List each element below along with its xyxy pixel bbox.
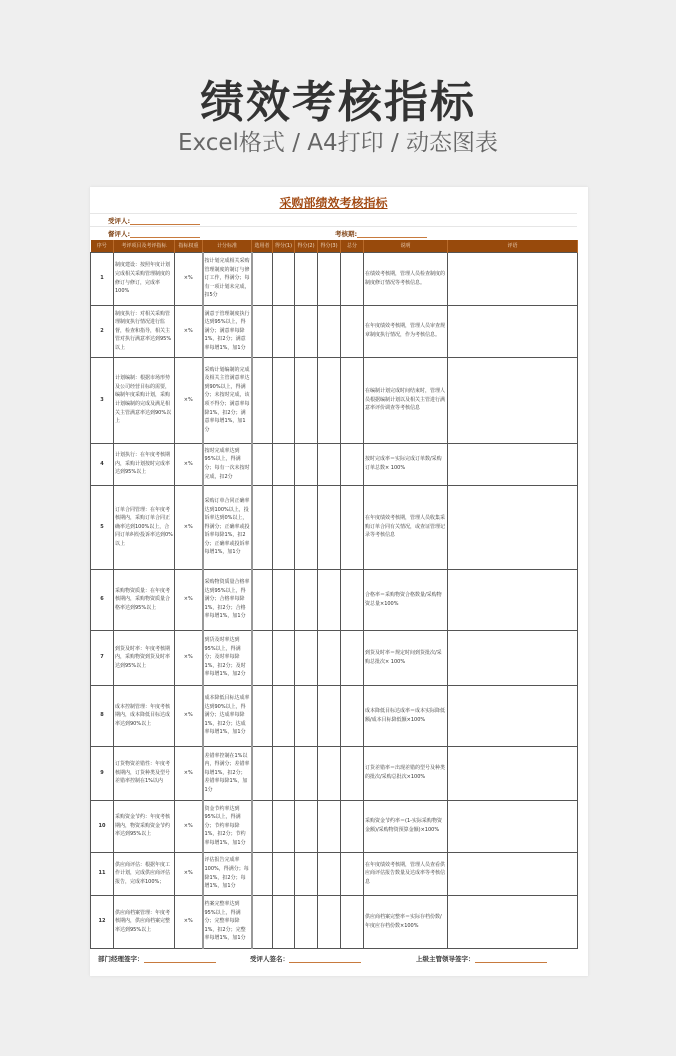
score-3-cell[interactable]	[318, 895, 341, 948]
note-cell: 成本降低目标达成率＝成本实际降低额/成本目标降低额×100%	[364, 685, 448, 746]
selector-cell[interactable]	[252, 630, 273, 685]
total-score-cell[interactable]	[341, 630, 364, 685]
divider	[90, 213, 577, 214]
scoring-standard: 采购计划编制的完成及相关主管满意率达到90%以上，得满分；未按时完成，该项不得分；满意率每降1%，扣2分；满意率每增1%，加1分	[203, 357, 252, 443]
score-1-cell[interactable]	[273, 569, 295, 630]
score-3-cell[interactable]	[318, 746, 341, 800]
kpi-item: 成本控制管理：年度考核期内，成本降低目标达成率达到90%以上	[114, 685, 175, 746]
weight-cell: ×%	[175, 630, 203, 685]
scoring-standard: 按时完成率达到95%以上，得满分；每有一次未按时完成，扣2分	[203, 443, 252, 485]
selector-cell[interactable]	[252, 443, 273, 485]
kpi-item: 供应商评估：根据年度工作计划，完成供应商评估报告，完成率100%；	[114, 852, 175, 895]
superior-signature[interactable]	[416, 954, 547, 963]
note-cell: 在年度绩效考核期，管理人员收集采购订单合同有关情况，或查证管理记录等考核信息	[364, 485, 448, 569]
table-row	[91, 443, 578, 485]
row-number: 8	[91, 685, 114, 746]
score-2-cell[interactable]	[295, 895, 318, 948]
score-3-cell[interactable]	[318, 800, 341, 852]
table-row	[91, 357, 578, 443]
note-cell: 到货及时率＝规定时间到货批次/采购总批次× 100%	[364, 630, 448, 685]
evaluator-label: 督评人:	[108, 230, 131, 238]
total-score-cell[interactable]	[341, 443, 364, 485]
kpi-item: 供应商档案管理：年度考核期内，供应商档案完整率达到95%以上	[114, 895, 175, 948]
total-score-cell[interactable]	[341, 357, 364, 443]
total-score-cell[interactable]	[341, 895, 364, 948]
total-score-cell[interactable]	[341, 852, 364, 895]
comment-cell[interactable]	[448, 630, 578, 685]
note-cell: 在年度绩效考核期，管理人员审查规章制度执行情况，作为考核信息。	[364, 305, 448, 357]
score-2-cell[interactable]	[295, 569, 318, 630]
column-header: 指标权重	[175, 240, 203, 252]
poster-title: 绩效考核指标	[200, 77, 476, 128]
score-1-cell[interactable]	[273, 685, 295, 746]
score-2-cell[interactable]	[295, 443, 318, 485]
kpi-item: 到货及时率：年度考核期内，采购物资到货及时率达到95%以上	[114, 630, 175, 685]
spreadsheet-document	[90, 187, 588, 976]
table-row	[91, 852, 578, 895]
evaluator-field[interactable]	[108, 229, 200, 238]
divider	[90, 226, 577, 227]
row-number: 11	[91, 852, 114, 895]
weight-cell: ×%	[175, 746, 203, 800]
weight-cell: ×%	[175, 252, 203, 305]
selector-cell[interactable]	[252, 252, 273, 305]
weight-cell: ×%	[175, 800, 203, 852]
score-2-cell[interactable]	[295, 357, 318, 443]
weight-cell: ×%	[175, 895, 203, 948]
score-3-cell[interactable]	[318, 630, 341, 685]
total-score-cell[interactable]	[341, 305, 364, 357]
score-3-cell[interactable]	[318, 685, 341, 746]
kpi-table	[90, 240, 578, 949]
note-cell: 订货差错率＝出现差错的型号及种类的批次/采购总批次×100%	[364, 746, 448, 800]
table-row	[91, 685, 578, 746]
table-row	[91, 485, 578, 569]
scoring-standard: 成本降低目标达成率达到90%以上，得满分；达成率每降1%，扣2分；达成率每增1%，加1分	[203, 685, 252, 746]
table-row	[91, 305, 578, 357]
total-score-cell[interactable]	[341, 252, 364, 305]
table-header	[91, 240, 578, 252]
kpi-item: 制度执行：对相关采购管理制度执行情况进行监督，检查和指导，相关主管对执行满意率达到95%以上	[114, 305, 175, 357]
score-3-cell[interactable]	[318, 305, 341, 357]
superior-sign-label: 上级主管领导签字：	[416, 955, 475, 963]
score-1-cell[interactable]	[273, 800, 295, 852]
score-2-cell[interactable]	[295, 800, 318, 852]
row-number: 10	[91, 800, 114, 852]
selector-cell[interactable]	[252, 485, 273, 569]
row-number: 9	[91, 746, 114, 800]
selector-cell[interactable]	[252, 746, 273, 800]
scoring-standard: 评估报告完成率100%，得满分；每降1%，扣2分；每增1%，加1分	[203, 852, 252, 895]
selector-cell[interactable]	[252, 357, 273, 443]
comment-cell[interactable]	[448, 485, 578, 569]
poster-subtitle: Excel格式 / A4打印 / 动态图表	[177, 130, 499, 156]
column-header: 评语	[448, 240, 578, 252]
column-header: 说明	[364, 240, 448, 252]
score-1-cell[interactable]	[273, 895, 295, 948]
score-1-cell[interactable]	[273, 746, 295, 800]
score-3-cell[interactable]	[318, 485, 341, 569]
score-3-cell[interactable]	[318, 443, 341, 485]
selector-cell[interactable]	[252, 569, 273, 630]
note-cell: 采购资金节约率＝(1-实际采购物资金额)/采购物资预算金额)×100%	[364, 800, 448, 852]
note-cell: 供应商档案完整率＝实际存档份数/年度应存档份数×100%	[364, 895, 448, 948]
table-row	[91, 800, 578, 852]
evaluatee-sign-label: 受评人签名：	[250, 955, 289, 963]
kpi-item: 制度建设：按照年度计划完成相关采购管理制度的修订与修订，完成率100%	[114, 252, 175, 305]
comment-cell[interactable]	[448, 252, 578, 305]
weight-cell: ×%	[175, 485, 203, 569]
score-2-cell[interactable]	[295, 485, 318, 569]
table-row	[91, 630, 578, 685]
selector-cell[interactable]	[252, 895, 273, 948]
score-1-cell[interactable]	[273, 443, 295, 485]
score-3-cell[interactable]	[318, 569, 341, 630]
scoring-standard: 采购物资质量合格率达到95%以上，得满分；合格率每降1%，扣2分；合格率每增1%，加1分	[203, 569, 252, 630]
scoring-standard: 到货及时率达到95%以上，得满分；及时率每降1%，扣2分；及时率每增1%，加2分	[203, 630, 252, 685]
document-title: 采购部绩效考核指标	[279, 196, 388, 210]
kpi-item: 采购物资质量：在年度考核期内，采购物资质量合格率达到95%以上	[114, 569, 175, 630]
total-score-cell[interactable]	[341, 746, 364, 800]
score-1-cell[interactable]	[273, 485, 295, 569]
row-number: 5	[91, 485, 114, 569]
weight-cell: ×%	[175, 305, 203, 357]
note-cell: 合格率＝采购物资合格数量/采购物资总量×100%	[364, 569, 448, 630]
total-score-cell[interactable]	[341, 569, 364, 630]
comment-cell[interactable]	[448, 357, 578, 443]
selector-cell[interactable]	[252, 305, 273, 357]
note-cell: 在绩效考核期，管理人员检查制度的制度修订情况等考核信息。	[364, 252, 448, 305]
period-field[interactable]	[335, 229, 427, 238]
total-score-cell[interactable]	[341, 485, 364, 569]
comment-cell[interactable]	[448, 895, 578, 948]
row-number: 1	[91, 252, 114, 305]
score-2-cell[interactable]	[295, 305, 318, 357]
row-number: 7	[91, 630, 114, 685]
row-number: 4	[91, 443, 114, 485]
scoring-standard: 按计划完成相关采购管理制度的制订与修订工作，得满分；每有一项计划未完成，扣5分	[203, 252, 252, 305]
comment-cell[interactable]	[448, 443, 578, 485]
table-row	[91, 252, 578, 305]
score-2-cell[interactable]	[295, 746, 318, 800]
column-header: 得分(2)	[295, 240, 318, 252]
column-header: 序号	[91, 240, 114, 252]
selector-cell[interactable]	[252, 800, 273, 852]
dept-manager-signature[interactable]	[98, 954, 216, 963]
weight-cell: ×%	[175, 443, 203, 485]
comment-cell[interactable]	[448, 746, 578, 800]
selector-cell[interactable]	[252, 685, 273, 746]
score-1-cell[interactable]	[273, 252, 295, 305]
row-number: 3	[91, 357, 114, 443]
column-header: 考评项目及考评指标	[114, 240, 175, 252]
scoring-standard: 档案完整率达到95%以上，得满分；完整率每降1%，扣2分；完整率每增1%，加1分	[203, 895, 252, 948]
scoring-standard: 差错率控制在1%以内，得满分；差错率每增1%，扣2分；差错率每降1%，加1分	[203, 746, 252, 800]
table-row	[91, 746, 578, 800]
row-number: 12	[91, 895, 114, 948]
weight-cell: ×%	[175, 357, 203, 443]
total-score-cell[interactable]	[341, 800, 364, 852]
total-score-cell[interactable]	[341, 685, 364, 746]
kpi-item: 计划执行：在年度考核期内，采购计划按时完成率达到95%以上	[114, 443, 175, 485]
note-cell: 在编制计划完成时间结束时，管理人员根据编制计划以及相关主管进行满意率评价调查等考核信息	[364, 357, 448, 443]
dept-manager-label: 部门经理签字：	[98, 955, 144, 963]
score-3-cell[interactable]	[318, 852, 341, 895]
column-header: 计分标准	[203, 240, 252, 252]
score-1-cell[interactable]	[273, 357, 295, 443]
kpi-item: 采购资金节约：年度考核期内，物资采购资金节约率达到95%以上	[114, 800, 175, 852]
table-row	[91, 895, 578, 948]
comment-cell[interactable]	[448, 800, 578, 852]
score-2-cell[interactable]	[295, 852, 318, 895]
period-label: 考核期:	[335, 230, 358, 238]
row-number: 6	[91, 569, 114, 630]
score-1-cell[interactable]	[273, 305, 295, 357]
kpi-item: 订货物资差错性：年度考核期内，订货种类及型号差错率控制在1%以内	[114, 746, 175, 800]
comment-cell[interactable]	[448, 852, 578, 895]
weight-cell: ×%	[175, 852, 203, 895]
comment-cell[interactable]	[448, 305, 578, 357]
evaluatee-label: 受评人:	[108, 217, 131, 225]
kpi-item: 订单合同管理：在年度考核期内，采购订单合同正确率达到100%以上，合同订单纠纷投诉率达到0%以上	[114, 485, 175, 569]
evaluatee-field[interactable]	[108, 216, 200, 225]
table-row	[91, 569, 578, 630]
score-1-cell[interactable]	[273, 630, 295, 685]
score-2-cell[interactable]	[295, 685, 318, 746]
evaluatee-signature[interactable]	[250, 954, 361, 963]
note-cell: 在年度绩效考核期，管理人员查看供应商评估报告数量及达成率等考核信息	[364, 852, 448, 895]
column-header: 得分(3)	[318, 240, 341, 252]
selector-cell[interactable]	[252, 852, 273, 895]
column-header: 总分	[341, 240, 364, 252]
column-header: 选用者	[252, 240, 273, 252]
row-number: 2	[91, 305, 114, 357]
score-1-cell[interactable]	[273, 852, 295, 895]
note-cell: 按时完成率＝实际完成订单数/采购订单总数× 100%	[364, 443, 448, 485]
score-2-cell[interactable]	[295, 630, 318, 685]
scoring-standard: 满意于管理制度执行达到95%以上，得满分；满意率每降1%，扣2分；满意率每增1%，加1分	[203, 305, 252, 357]
score-2-cell[interactable]	[295, 252, 318, 305]
kpi-item: 计划编制：根据市场形势及公司经营目标的需要，编制年度采购计划，采购计划编制的完成及满足相关主管满意率达到90%以上	[114, 357, 175, 443]
weight-cell: ×%	[175, 569, 203, 630]
scoring-standard: 资金节约率达到95%以上，得满分；节约率每降1%，扣2分；节约率每增1%，加1分	[203, 800, 252, 852]
comment-cell[interactable]	[448, 685, 578, 746]
column-header: 得分(1)	[273, 240, 295, 252]
score-3-cell[interactable]	[318, 252, 341, 305]
weight-cell: ×%	[175, 685, 203, 746]
score-3-cell[interactable]	[318, 357, 341, 443]
scoring-standard: 采购订单合同正确率达到100%以上，投诉率达到0%以上，得满分；正确率或投诉率每降1%，扣2分；正确率或投诉率每增1%，加1分	[203, 485, 252, 569]
comment-cell[interactable]	[448, 569, 578, 630]
